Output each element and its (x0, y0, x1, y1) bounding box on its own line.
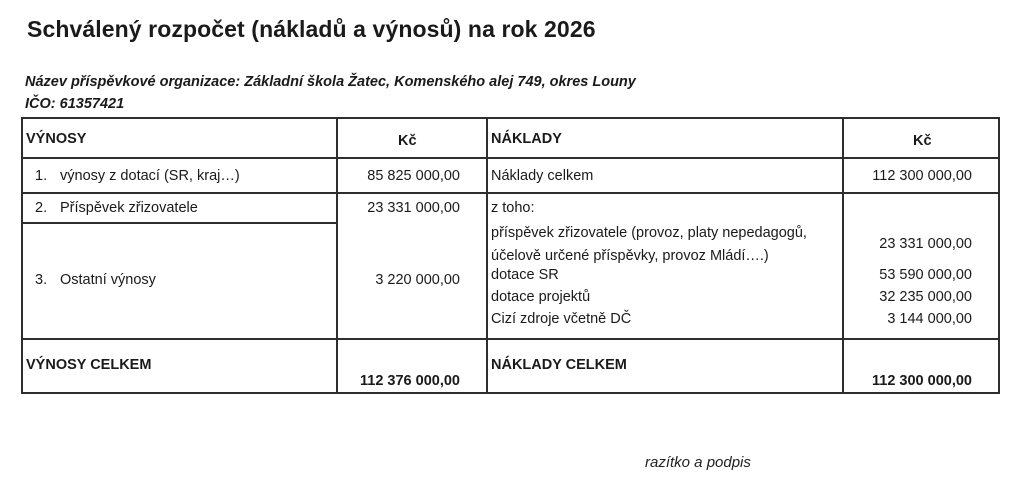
revenue-num: 3. (35, 272, 48, 288)
revenues-sum-value: 112 376 000,00 (360, 373, 460, 389)
revenue-value: 23 331 000,00 (367, 200, 460, 216)
cost-label: Cizí zdroje včetně DČ (491, 311, 632, 327)
grid-line (21, 338, 1000, 340)
costs-header: NÁKLADY (491, 131, 562, 147)
costs-total-label: Náklady celkem (491, 168, 594, 184)
revenues-sum-label: VÝNOSY CELKEM (26, 357, 152, 373)
cost-label: příspěvek zřizovatele (provoz, platy nepedagogů, (491, 225, 807, 241)
costs-sum-label: NÁKLADY CELKEM (491, 357, 627, 373)
revenue-num: 1. (35, 168, 48, 184)
currency-header-costs: Kč (913, 133, 932, 149)
page-title: Schválený rozpočet (nákladů a výnosů) na rok 2026 (27, 16, 596, 42)
revenue-label: Ostatní výnosy (60, 272, 156, 288)
cost-label: dotace SR (491, 267, 559, 283)
revenue-value: 85 825 000,00 (367, 168, 460, 184)
costs-total-value: 112 300 000,00 (872, 168, 972, 184)
cost-value: 32 235 000,00 (879, 289, 972, 305)
revenue-label: Příspěvek zřizovatele (60, 200, 198, 216)
organization-name: Název příspěvkové organizace: Základní škola Žatec, Komenského alej 749, okres Louny (25, 74, 636, 90)
revenues-header: VÝNOSY (26, 131, 87, 147)
cost-value: 23 331 000,00 (879, 236, 972, 252)
grid-line (21, 157, 1000, 159)
revenue-value: 3 220 000,00 (375, 272, 460, 288)
revenue-label: výnosy z dotací (SR, kraj…) (60, 168, 240, 184)
cost-label: účelově určené příspěvky, provoz Mládí….) (491, 248, 769, 264)
stamp-signature-label: razítko a podpis (645, 454, 751, 471)
costs-sum-value: 112 300 000,00 (872, 373, 972, 389)
cost-label: dotace projektů (491, 289, 591, 305)
grid-line (21, 192, 1000, 194)
of-which-label: z toho: (491, 200, 535, 216)
currency-header-revenues: Kč (398, 133, 417, 149)
grid-line (21, 222, 338, 224)
cost-value: 3 144 000,00 (887, 311, 972, 327)
organization-ico: IČO: 61357421 (25, 96, 125, 112)
revenue-num: 2. (35, 200, 48, 216)
cost-value: 53 590 000,00 (879, 267, 972, 283)
